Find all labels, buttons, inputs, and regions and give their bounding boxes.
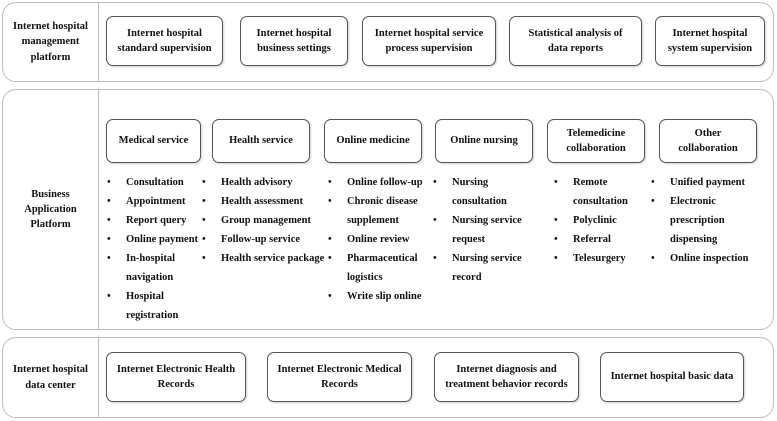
other-collaboration-title: Other collaboration (678, 127, 738, 154)
diagnosis-treatment-records-text: Internet diagnosis and treatment behavior records (445, 363, 568, 390)
list-item: • Nursing consultation (432, 173, 542, 211)
list-item: • Unified payment (650, 173, 768, 192)
service-process-supervision-box (362, 16, 496, 66)
health-service-header (212, 119, 310, 163)
list-item: • Hospital registration (106, 287, 211, 325)
statistical-analysis-text: Statistical analysis of data reports (528, 27, 623, 54)
business-platform-panel (2, 89, 774, 330)
management-platform-panel (2, 2, 774, 82)
list-item: • Nursing service request (432, 211, 542, 249)
other-collaboration-header (659, 119, 757, 163)
business-platform-label-text: Business Application Platform (24, 188, 77, 231)
business-settings-box (240, 16, 348, 66)
list-item: • Electronic prescription dispensing (650, 192, 768, 249)
list-item: • Online review (327, 230, 435, 249)
statistical-analysis-box (509, 16, 642, 66)
diagnosis-treatment-records-box (434, 352, 579, 402)
list-item: • Health advisory (201, 173, 329, 192)
list-item: • Polyclinic (553, 211, 651, 230)
business-platform-label (3, 90, 99, 329)
list-item: • Write slip online (327, 287, 435, 306)
medical-service-header (106, 119, 201, 163)
hospital-basic-data-box (600, 352, 744, 402)
list-item: • Group management (201, 211, 329, 230)
data-center-panel (2, 337, 774, 418)
list-item: • Nursing service record (432, 249, 542, 287)
online-medicine-header (324, 119, 422, 163)
other-collaboration-list (650, 173, 768, 268)
standard-supervision-box (106, 16, 223, 66)
hospital-basic-data-text: Internet hospital basic data (610, 371, 734, 383)
list-item: • Consultation (106, 173, 211, 192)
management-platform-label (3, 3, 99, 81)
online-medicine-list (327, 173, 435, 306)
list-item: • Remote consultation (553, 173, 651, 211)
telemedicine-list (553, 173, 651, 268)
list-item: • Online follow-up (327, 173, 435, 192)
online-medicine-title: Online medicine (336, 135, 410, 147)
list-item: • Chronic disease supplement (327, 192, 435, 230)
medical-service-list (106, 173, 211, 325)
list-item: • Referral (553, 230, 651, 249)
list-item: • Pharmaceutical logistics (327, 249, 435, 287)
medical-service-title: Medical service (118, 135, 189, 147)
telemedicine-header (547, 119, 645, 163)
telemedicine-title: Telemedicine collaboration (566, 127, 626, 154)
data-center-label (3, 338, 99, 417)
electronic-health-records-text: Internet Electronic Health Records (116, 363, 236, 390)
management-platform-label-text: Internet hospital management platform (13, 21, 88, 63)
list-item: • Telesurgery (553, 249, 651, 268)
electronic-health-records-box (106, 352, 246, 402)
list-item: • Health service package (201, 249, 329, 268)
list-item: • In-hospital navigation (106, 249, 211, 287)
list-item: • Appointment (106, 192, 211, 211)
online-nursing-title: Online nursing (450, 135, 518, 147)
data-center-label-text: Internet hospital data center (13, 364, 88, 391)
service-process-supervision-text: Internet hospital service process supervision (374, 27, 484, 54)
system-supervision-text: Internet hospital system supervision (667, 27, 753, 54)
list-item: • Follow-up service (201, 230, 329, 249)
online-nursing-list (432, 173, 542, 287)
electronic-medical-records-text: Internet Electronic Medical Records (277, 363, 402, 390)
electronic-medical-records-box (267, 352, 412, 402)
list-item: • Online inspection (650, 249, 768, 268)
online-nursing-header (435, 119, 533, 163)
list-item: • Report query (106, 211, 211, 230)
list-item: • Online payment (106, 230, 211, 249)
health-service-title: Health service (229, 135, 293, 147)
health-service-list (201, 173, 329, 268)
list-item: • Health assessment (201, 192, 329, 211)
business-settings-text: Internet hospital business settings (256, 27, 332, 54)
system-supervision-box (655, 16, 765, 66)
standard-supervision-text: Internet hospital standard supervision (117, 27, 212, 54)
